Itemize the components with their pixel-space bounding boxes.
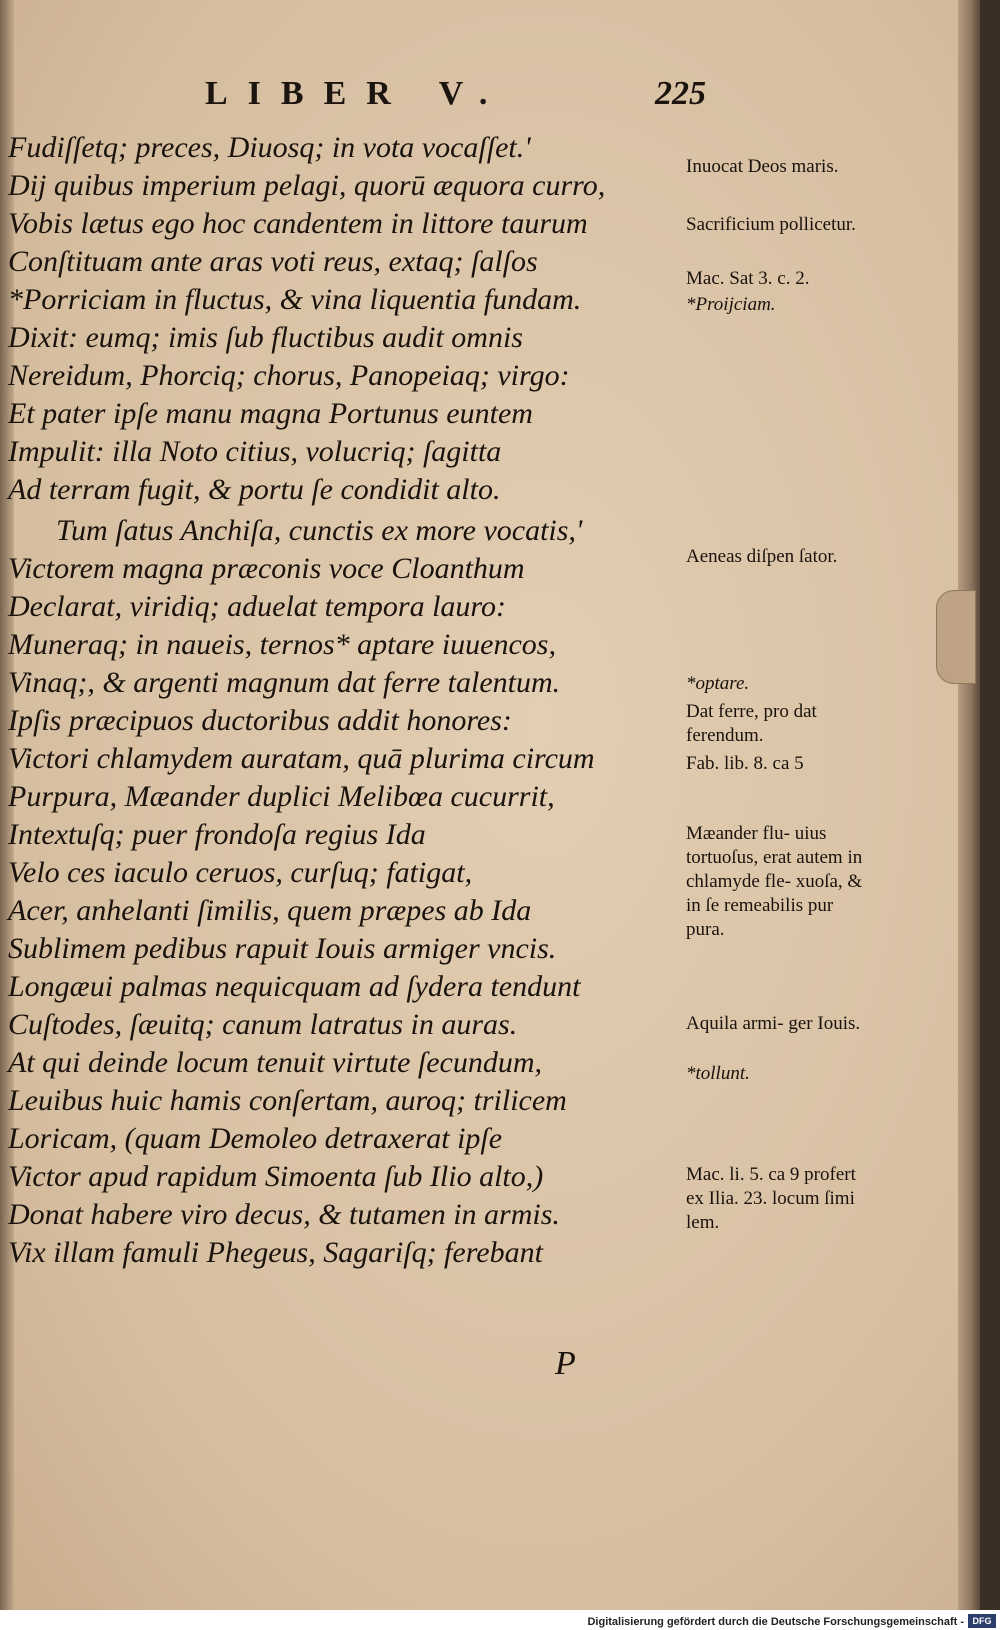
verse-line: Ad terram fugit, & portu ſe condidit alto. [8, 473, 501, 506]
verse-line: Et pater ipſe manu magna Portunus euntem [8, 397, 533, 430]
margin-note: *optare. [686, 673, 750, 694]
verse-line: Vix illam famuli Phegeus, Sagariſq; ferebant [8, 1236, 543, 1269]
footer-credit: Digitalisierung gefördert durch die Deutsche Forschungsgemeinschaft - [587, 1616, 964, 1628]
verse-line: Intextuſq; puer frondoſa regius Ida [8, 818, 426, 851]
verse-line: Impulit: illa Noto citius, volucriq; ſagitta [8, 435, 502, 468]
verse-line: Cuſtodes, ſæuitq; canum latratus in auras. [8, 1008, 518, 1041]
margin-note: Sacrificium pollicetur. [686, 214, 856, 235]
verse-line: Leuibus huic hamis conſertam, auroq; trilicem [8, 1084, 567, 1117]
verse-line: Donat habere viro decus, & tutamen in armis. [8, 1198, 560, 1231]
header-title: LIBER V. [205, 75, 508, 112]
margin-note: Inuocat Deos maris. [686, 156, 839, 177]
verse-line: Victorem magna præconis voce Cloanthum [8, 552, 525, 585]
margin-note: Fab. lib. 8. ca 5 [686, 753, 804, 774]
verse-line: Fudiſſetq; preces, Diuosq; in vota vocaſſet.' [8, 131, 531, 164]
verse-line: Victor apud rapidum Simoenta ſub Ilio alto,) [8, 1160, 544, 1193]
margin-note: Aquila armi- ger Iouis. [686, 1013, 861, 1034]
running-header [205, 75, 725, 125]
page-clip [936, 590, 976, 684]
verse-line: Dixit: eumq; imis ſub fluctibus audit omnis [8, 321, 523, 354]
margin-note: Dat ferre, pro dat ferendum. [686, 701, 817, 746]
margin-note: *tollunt. [686, 1063, 750, 1084]
verse-line: Victori chlamydem auratam, quā plurima circum [8, 742, 595, 775]
verse-line: Conſtituam ante aras voti reus, extaq; ſalſos [8, 245, 538, 278]
verse-line: At qui deinde locum tenuit virtute ſecundum, [8, 1046, 543, 1079]
verse-line: Acer, anhelanti ſimilis, quem præpes ab Ida [8, 894, 532, 927]
verse-line: Nereidum, Phorciq; chorus, Panopeiaq; virgo: [8, 359, 570, 392]
verse-line: Sublimem pedibus rapuit Iouis armiger vncis. [8, 932, 557, 965]
catchword: P [555, 1345, 576, 1382]
margin-note: Aeneas diſpen ſator. [686, 546, 838, 567]
verse-line: Dij quibus imperium pelagi, quorū æquora curro, [8, 169, 606, 202]
verse-line: Velo ces iaculo ceruos, curſuq; fatigat, [8, 856, 473, 889]
margin-note: Mæander flu- uius tortuoſus, erat autem in chlamyde fle- xuoſa, & in ſe remeabilis pur pura. [686, 823, 863, 940]
margin-note: *Proijciam. [686, 294, 776, 315]
margin-note: Mac. Sat 3. c. 2. [686, 268, 810, 289]
verse-line: Muneraq; in naueis, ternos* aptare iuuencos, [8, 628, 556, 661]
verse-line: Tum ſatus Anchiſa, cunctis ex more vocatis,' [56, 514, 583, 547]
margin-note: Mac. li. 5. ca 9 profert ex Ilia. 23. locum ſimi lem. [686, 1164, 856, 1233]
verse-line: Vinaq;, & argenti magnum dat ferre talentum. [8, 666, 561, 699]
dfg-logo: DFG [968, 1614, 996, 1628]
verse-line: *Porriciam in fluctus, & vina liquentia fundam. [8, 283, 582, 316]
verse-line: Loricam, (quam Demoleo detraxerat ipſe [8, 1122, 503, 1155]
footer-bar [0, 1610, 1000, 1630]
verse-line: Longæui palmas nequicquam ad ſydera tendunt [8, 970, 581, 1003]
verse-line: Declarat, viridiq; aduelat tempora lauro: [8, 590, 506, 623]
page-number: 225 [655, 75, 706, 112]
page-edge [958, 0, 980, 1610]
verse-line: Vobis lætus ego hoc candentem in littore taurum [8, 207, 588, 240]
verse-line: Purpura, Mæander duplici Melibœa cucurrit, [8, 780, 555, 813]
verse-line: Ipſis præcipuos ductoribus addit honores: [8, 704, 512, 737]
